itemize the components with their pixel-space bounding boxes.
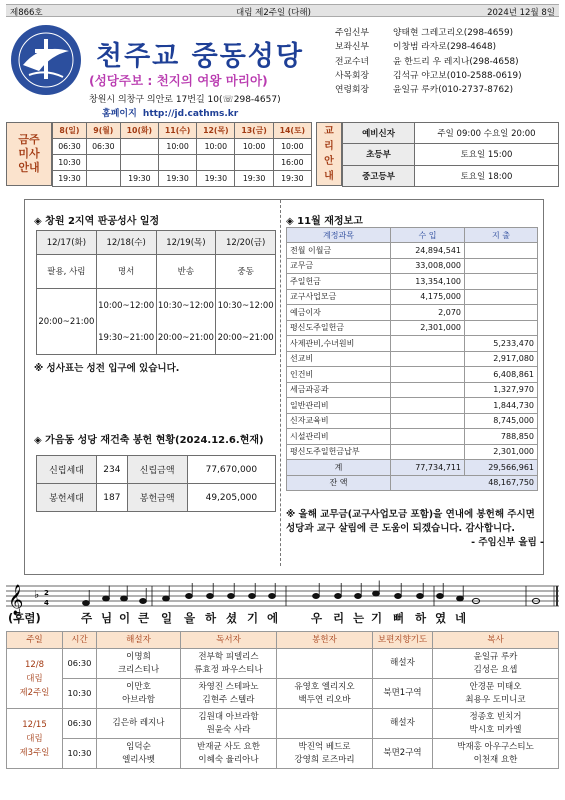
finance-row: 평신도주일헌금납부 2,301,000 bbox=[287, 444, 538, 460]
finance-row: 교구사업모금 4,175,000 bbox=[287, 289, 538, 305]
readers-cell: 차영진 스테파노 김현주 스텔라 bbox=[181, 679, 277, 709]
lyric-syllable: 하 bbox=[205, 611, 217, 625]
bulletin-subtitle: (성당주보 : 천지의 여왕 마리아) bbox=[89, 73, 268, 88]
lyric-syllable: 이 bbox=[119, 611, 131, 625]
lyric-syllable: 주 bbox=[81, 611, 93, 625]
treble-clef-icon: 𝄞 bbox=[8, 585, 24, 615]
ministry-row: 12/15 대림 제3주일 06:30 김은하 레지나 김원대 아브라함 원윤숙 사라 해설자 정종호 빈치거 박시호 미카엘 bbox=[7, 709, 559, 739]
staff-name: 이창범 라자로(298-4648) bbox=[393, 42, 496, 53]
mass-schedule-label: 금주 미사 안내 bbox=[6, 122, 52, 186]
prayers-cell: 북면2구역 bbox=[373, 739, 433, 769]
finance-row: 예금이자 2,070 bbox=[287, 305, 538, 321]
staff-row bbox=[335, 39, 563, 53]
svg-text:2: 2 bbox=[44, 589, 49, 597]
issue-number: 제866호 bbox=[10, 8, 43, 18]
lyric-syllable: 는 bbox=[353, 611, 365, 625]
note-head bbox=[163, 596, 170, 601]
ministry-row: 10:30 임덕순 엘리사벳 반재균 사도 요한 이혜숙 율리아나 박진억 베드로 강영희 로즈마리 북면2구역 박재홍 아우구스티노 이천재 요한 bbox=[7, 739, 559, 769]
lyric-syllable: 일 bbox=[161, 611, 173, 625]
sunday-date: 12/15 대림 제3주일 bbox=[7, 709, 63, 769]
parish-name: 천주교 중동성당 bbox=[96, 41, 304, 72]
mass-schedule-table bbox=[52, 122, 312, 187]
prayers-cell: 해설자 bbox=[373, 649, 433, 679]
catechism-row: 초등부 토요일 15:00 bbox=[343, 144, 559, 165]
offerers-cell bbox=[277, 649, 373, 679]
fund-table bbox=[36, 455, 276, 512]
lyric-syllable: 에 bbox=[267, 611, 279, 625]
commentator-cell: 이명희 크리스티나 bbox=[97, 649, 181, 679]
lyric-syllable: 우 bbox=[311, 611, 323, 625]
note-head bbox=[395, 594, 402, 599]
liturgical-week: 대림 제2주일 (다해) bbox=[236, 8, 311, 18]
note-head bbox=[140, 599, 147, 604]
day-header: 11(수) bbox=[158, 123, 196, 139]
servers-cell: 정종호 빈치거 박시호 미카엘 bbox=[433, 709, 559, 739]
note-head bbox=[417, 594, 424, 599]
staff-role: 사목회장 bbox=[335, 70, 369, 81]
fund-row: 봉헌세대 187 봉헌금액 49,205,000 bbox=[37, 484, 276, 512]
note-head bbox=[207, 594, 214, 599]
refrain-lyrics bbox=[6, 609, 559, 627]
note-head bbox=[103, 596, 110, 601]
finance-balance-row: 잔 액 48,167,750 bbox=[287, 475, 538, 491]
parish-address: 창원시 의창구 의안로 17번길 10(☏298-4657) bbox=[89, 95, 281, 105]
finance-row: 전월 이월금 24,894,541 bbox=[287, 243, 538, 259]
fund-title: ◈ 가음동 성당 재건축 봉헌 현황(2024.12.6.현재) bbox=[34, 435, 264, 446]
staff-row bbox=[335, 54, 563, 68]
note-head bbox=[355, 594, 362, 599]
prayers-cell: 해설자 bbox=[373, 709, 433, 739]
svg-text:4: 4 bbox=[44, 599, 49, 607]
readers-cell: 전부학 피델리스 류효정 파우스티나 bbox=[181, 649, 277, 679]
offerers-cell bbox=[277, 709, 373, 739]
catechism-label: 교 리 안 내 bbox=[316, 122, 342, 186]
day-header: 9(월) bbox=[86, 123, 120, 139]
readers-cell: 김원대 아브라함 원윤숙 사라 bbox=[181, 709, 277, 739]
staff-list bbox=[335, 25, 563, 96]
catechism-table bbox=[342, 122, 559, 187]
note-head bbox=[373, 591, 380, 596]
finance-row: 신자교육비 8,745,000 bbox=[287, 413, 538, 429]
staff-name: 윤 한드리 우 레지나(298-4658) bbox=[393, 56, 519, 67]
finance-table: 계정과목 수 입 지 출 전월 이월금 24,894,541 교무금 33,008,000 주일헌금 13,354,100 교구사업모금 4,175,000 예금이자 2,070 평신도주일헌금 2,301,000 사제관비,수녀원비 5,233,470 선교비 2,917,080 인건비 6,408,861 세금과공과 1,327,970 일반관리비 1,844,730 신자교육비 8,745,000 시설관리비 788,850 평신도주일헌금납부 2,301,000 계 77,734,711 29,566,961 잔 액 48,167,750 bbox=[286, 227, 538, 491]
finance-row: 사제관비,수녀원비 5,233,470 bbox=[287, 336, 538, 352]
issue-date: 2024년 12월 8일 bbox=[487, 8, 555, 18]
finance-note bbox=[286, 508, 546, 550]
commentator-cell: 이만호 아브라함 bbox=[97, 679, 181, 709]
note-head bbox=[186, 594, 193, 599]
lyric-syllable: 뻐 bbox=[393, 611, 405, 625]
day-header: 10(화) bbox=[120, 123, 158, 139]
homepage-label: 홈페이지 bbox=[102, 109, 137, 119]
staff-name: 김석규 야고보(010-2588-0619) bbox=[393, 70, 522, 81]
prayers-cell: 북면1구역 bbox=[373, 679, 433, 709]
homepage bbox=[102, 106, 238, 119]
penance-note: ※ 성사표는 성전 입구에 있습니다. bbox=[34, 363, 180, 374]
commentator-cell: 임덕순 엘리사벳 bbox=[97, 739, 181, 769]
lyric-syllable: 큰 bbox=[138, 611, 150, 625]
note-head bbox=[457, 596, 464, 601]
note-head bbox=[228, 594, 235, 599]
fund-row: 신립세대 234 신립금액 77,670,000 bbox=[37, 456, 276, 484]
mass-row: 06:30 06:30 10:00 10:00 10:00 10:00 bbox=[53, 139, 312, 155]
finance-row: 평신도주일헌금 2,301,000 bbox=[287, 320, 538, 336]
note-head bbox=[437, 594, 444, 599]
lyric-syllable: 기 bbox=[371, 611, 383, 625]
catechism-row: 예비신자 주일 09:00 수요일 20:00 bbox=[343, 123, 559, 144]
ministry-row: 10:30 이만호 아브라함 차영진 스테파노 김현주 스텔라 유영호 엘리지오 백두연 리오바 북면1구역 안경문 미태오 최용우 도미니코 bbox=[7, 679, 559, 709]
lyric-syllable: 네 bbox=[455, 611, 467, 625]
refrain-label: (후렴) bbox=[8, 611, 41, 625]
note-head bbox=[269, 594, 276, 599]
lyric-syllable: 리 bbox=[333, 611, 345, 625]
catechism-row: 중고등부 토요일 18:00 bbox=[343, 165, 559, 186]
finance-row: 세금과공과 1,327,970 bbox=[287, 382, 538, 398]
day-header: 13(금) bbox=[235, 123, 273, 139]
column-divider bbox=[280, 200, 281, 566]
staff-role: 보좌신부 bbox=[335, 42, 369, 53]
day-header: 14(토) bbox=[273, 123, 311, 139]
penance-title: ◈ 창원 2지역 판공성사 일정 bbox=[34, 216, 160, 227]
cross-emblem-icon bbox=[11, 25, 81, 95]
lyric-syllable: 기 bbox=[247, 611, 259, 625]
note-head bbox=[249, 594, 256, 599]
lyric-syllable: 셨 bbox=[226, 611, 238, 625]
mass-row: 19:30 19:30 19:30 19:30 19:30 19:30 bbox=[53, 171, 312, 187]
finance-title: ◈ 11월 재정보고 bbox=[286, 216, 363, 227]
note-head bbox=[83, 601, 90, 606]
lyric-syllable: 을 bbox=[184, 611, 196, 625]
note-head bbox=[335, 594, 342, 599]
finance-row: 일반관리비 1,844,730 bbox=[287, 398, 538, 414]
staff-name: 양태현 그레고리오(298-4659) bbox=[393, 28, 513, 38]
servers-cell: 윤일규 루카 김성은 요셉 bbox=[433, 649, 559, 679]
finance-note-text: ※ 올해 교무금(교구사업모금 포함)을 연내에 봉헌해 주시면 성당과 교구 살림에 큰 도움이 되겠습니다. 감사합니다. bbox=[286, 509, 535, 534]
finance-row: 인건비 6,408,861 bbox=[287, 367, 538, 383]
staff-row bbox=[335, 25, 563, 39]
penance-table: 12/17(화) 12/18(수) 12/19(목) 12/20(금) 팔용, 사림 명서 반송 중동 20:00~21:00 10:00~12:00 19:30~21:00 10:30~12:00 20:00~21:00 10:30~12:00 20:00~21:00 bbox=[36, 230, 276, 355]
readers-cell: 반재균 사도 요한 이혜숙 율리아나 bbox=[181, 739, 277, 769]
staff-row bbox=[335, 68, 563, 82]
ministry-row: 12/8 대림 제2주일 06:30 이명희 크리스티나 전부학 피델리스 류효정 파우스티나 해설자 윤일규 루카 김성은 요셉 bbox=[7, 649, 559, 679]
note-head bbox=[121, 596, 128, 601]
homepage-link[interactable]: http://jd.cathms.kr bbox=[142, 109, 239, 119]
commentator-cell: 김은하 레지나 bbox=[97, 709, 181, 739]
staff-role: 전교수녀 bbox=[335, 56, 369, 67]
day-header: 12(목) bbox=[197, 123, 235, 139]
lyric-syllable: 였 bbox=[435, 611, 447, 625]
staff-name: 윤일규 루카(010-2737-8762) bbox=[393, 85, 514, 96]
lyric-syllable: 하 bbox=[415, 611, 427, 625]
staff-role: 주임신부 bbox=[335, 28, 369, 38]
staff-role: 연령회장 bbox=[335, 85, 369, 96]
lyric-syllable: 님 bbox=[101, 611, 113, 625]
finance-row: 선교비 2,917,080 bbox=[287, 351, 538, 367]
sunday-date: 12/8 대림 제2주일 bbox=[7, 649, 63, 709]
svg-text:♭: ♭ bbox=[34, 588, 40, 601]
staff-row bbox=[335, 82, 563, 96]
issue-strip bbox=[6, 4, 559, 17]
day-header: 8(일) bbox=[53, 123, 87, 139]
finance-row: 교무금 33,008,000 bbox=[287, 258, 538, 274]
finance-row: 주일헌금 13,354,100 bbox=[287, 274, 538, 290]
note-head bbox=[313, 594, 320, 599]
finance-row: 시설관리비 788,850 bbox=[287, 429, 538, 445]
ministry-table: 주일 시간 해설자 독서자 봉헌자 보편지향기도 복사 12/8 대림 제2주일 06:30 이명희 크리스티나 전부학 피델리스 류효정 파우스티나 해설자 윤일규 루카 김성은 요셉 10:30 이만호 아브라함 차영진 스테파노 김현주 스텔라 유영호 엘리지오 백두연 리오바 북면1구역 안경문 미태오 최용우 도미니코 12/15 대림 제3주일 06:30 김은하 레지나 김원대 아브라함 원윤숙 사라 해설자 정종호 빈치거 박시호 미카엘 10:30 임덕순 엘리사벳 반재균 사도 요한 이혜숙 율리아나 박진억 베드로 강영희 로즈마리 북면2구역 박재홍 아우구스티노 이천재 요한 bbox=[6, 631, 559, 769]
finance-signature: - 주임신부 올림 - bbox=[471, 537, 544, 548]
offerers-cell: 박진억 베드로 강영희 로즈마리 bbox=[277, 739, 373, 769]
finance-total-row: 계 77,734,711 29,566,961 bbox=[287, 460, 538, 476]
servers-cell: 안경문 미태오 최용우 도미니코 bbox=[433, 679, 559, 709]
servers-cell: 박재홍 아우구스티노 이천재 요한 bbox=[433, 739, 559, 769]
offerers-cell: 유영호 엘리지오 백두연 리오바 bbox=[277, 679, 373, 709]
parish-logo bbox=[11, 25, 81, 95]
mass-row: 10:30 16:00 bbox=[53, 155, 312, 171]
